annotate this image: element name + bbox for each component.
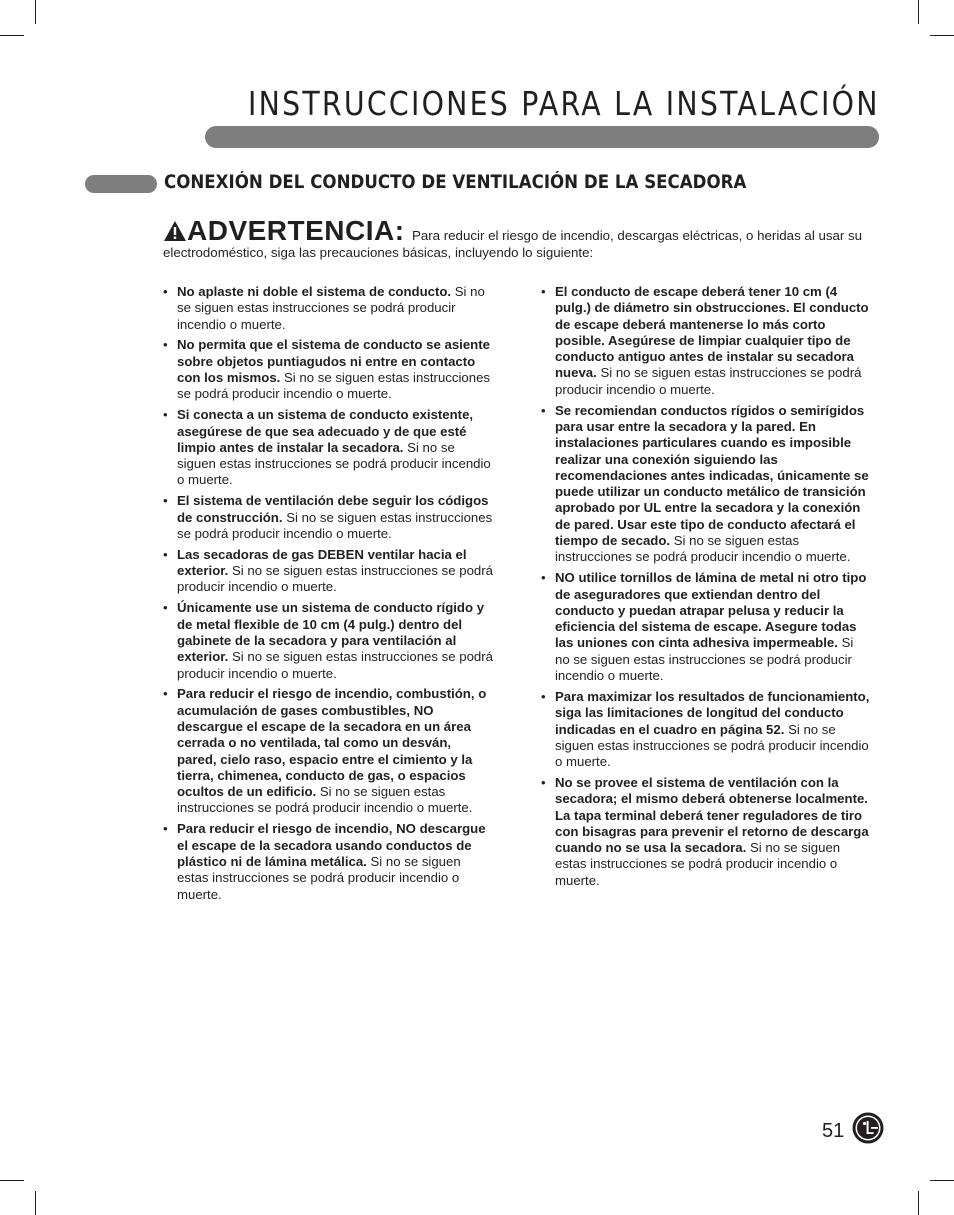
- list-item: [163, 493, 493, 542]
- list-item-text: Si no se siguen estas instrucciones se podrá producir incendio o muerte.: [177, 784, 473, 816]
- list-item: [163, 284, 493, 333]
- list-item-bold: Si conecta a un sistema de conducto existente, asegúrese de que sea adecuado y de que esté limpio antes de instalar la secadora.: [177, 407, 474, 455]
- list-item-bold: Para reducir el riesgo de incendio, combustión, o acumulación de gases combustibles, NO descargue el escape de la secadora en un área cerrada o no ventilada, tal como un desván, pared, cielo raso, espacio entre el cimiento y la tierra, chimenea, conducto de gas, o espacios ocultos de un edificio.: [177, 686, 487, 800]
- list-item-bold: El conducto de escape deberá tener 10 cm (4 pulg.) de diámetro sin obstrucciones. El conducto de escape deberá mantenerse lo más corto posible. Asegúrese de limpiar cualquier tipo de conducto antiguo antes de instalar su secadora nueva.: [555, 284, 869, 381]
- list-item-bold: No aplaste ni doble el sistema de conducto.: [177, 284, 452, 299]
- crop-mark: [918, 0, 919, 24]
- list-item-text: Si no se siguen estas instrucciones se podrá producir incendio o muerte.: [555, 365, 862, 397]
- right-column: [541, 284, 871, 894]
- crop-mark: [930, 35, 954, 36]
- list-item-bold: El sistema de ventilación debe seguir los códigos de construcción.: [177, 493, 489, 525]
- list-item-bold: NO utilice tornillos de lámina de metal ni otro tipo de aseguradores que extiendan dentro del conducto y puedan atrapar pelusa y reducir la eficiencia del sistema de escape. Asegure todas las uniones con cinta adhesiva impermeable.: [555, 570, 867, 651]
- list-item-text: Si no se siguen estas instrucciones se podrá producir incendio o muerte.: [177, 649, 493, 681]
- list-item-text: Si no se siguen estas instrucciones se podrá producir incendio o muerte.: [555, 721, 869, 770]
- list-item-text: Si no se siguen estas instrucciones se podrá producir incendio o muerte.: [555, 840, 841, 888]
- list-item-bold: Para reducir el riesgo de incendio, NO descargue el escape de la secadora usando conductos de plástico ni de lámina metálica.: [177, 821, 486, 869]
- page-number: 51: [822, 1120, 845, 1142]
- list-item: [541, 403, 871, 566]
- crop-mark: [35, 0, 36, 24]
- list-item-bold: Se recomiendan conductos rígidos o semirígidos para usar entre la secadora y la pared. En instalaciones particulares cuando es imposible realizar una conexión siguiendo las recomendaciones antes indicadas, únicamente se puede utilizar un conducto metálico de transición aprobado por UL entre la secadora y la conexión de pared. Usar este tipo de conducto afectará el tiempo de secado.: [555, 402, 869, 549]
- crop-mark: [35, 1191, 36, 1215]
- list-item-text: Si no se siguen estas instrucciones se podrá producir incendio o muerte.: [177, 509, 493, 541]
- list-item-text: Si no se siguen estas instrucciones se podrá producir incendio o muerte.: [555, 533, 851, 565]
- list-item-text: Si no se siguen estas instrucciones se podrá producir incendio o muerte.: [177, 563, 493, 595]
- section-title: CONEXIÓN DEL CONDUCTO DE VENTILACIÓN DE LA SECADORA: [164, 172, 747, 193]
- list-item: [541, 570, 871, 684]
- list-item-bold: No permita que el sistema de conducto se asiente sobre objetos puntiagudos ni entre en contacto con los mismos.: [177, 337, 490, 386]
- warning-triangle-icon: [163, 220, 187, 242]
- list-item: [541, 689, 871, 770]
- list-item: [163, 821, 493, 902]
- list-item: [163, 407, 493, 488]
- warning-label: ADVERTENCIA:: [187, 215, 405, 246]
- lg-logo-icon: [852, 1112, 884, 1144]
- list-item: [541, 775, 871, 889]
- list-item-text: Si no se siguen estas instrucciones se podrá producir incendio o muerte.: [177, 439, 491, 488]
- title-underline-bar: [205, 126, 879, 148]
- list-item: [163, 600, 493, 681]
- list-item: [541, 284, 871, 398]
- crop-mark: [930, 1180, 954, 1181]
- crop-mark: [918, 1191, 919, 1215]
- crop-mark: [0, 1180, 24, 1181]
- list-item-bold: Únicamente use un sistema de conducto rígido y de metal flexible de 10 cm (4 pulg.) dentro del gabinete de la secadora y para ventilación al exterior.: [177, 600, 485, 665]
- list-item-text: Si no se siguen estas instrucciones se podrá producir incendio o muerte.: [177, 853, 461, 902]
- list-item: [163, 337, 493, 402]
- list-item-bold: Para maximizar los resultados de funcionamiento, siga las limitaciones de longitud del conducto indicadas en el cuadro en página 52.: [555, 688, 870, 737]
- list-item: [163, 547, 493, 596]
- list-item-text: Si no se siguen estas instrucciones se podrá producir incendio o muerte.: [177, 284, 485, 332]
- section-marker: [85, 175, 157, 193]
- list-item-text: Si no se siguen estas instrucciones se podrá producir incendio o muerte.: [177, 370, 490, 402]
- list-item: [163, 686, 493, 816]
- list-item-bold: No se provee el sistema de ventilación con la secadora; el mismo deberá obtenerse localmente. La tapa terminal deberá tener reguladores de tiro con bisagras para prevenir el retorno de descarga cuando no se usa la secadora.: [555, 774, 869, 856]
- list-item-text: Si no se siguen estas instrucciones se podrá producir incendio o muerte.: [555, 635, 854, 684]
- page-title: INSTRUCCIONES PARA LA INSTALACIÓN: [248, 84, 880, 123]
- warning-block: [163, 215, 863, 261]
- list-item-bold: Las secadoras de gas DEBEN ventilar hacia el exterior.: [177, 546, 467, 579]
- warning-text: Para reducir el riesgo de incendio, descargas eléctricas, o heridas al usar su electrodoméstico, siga las precauciones básicas, incluyendo lo siguiente:: [163, 228, 863, 260]
- left-column: [163, 284, 493, 907]
- crop-mark: [0, 35, 24, 36]
